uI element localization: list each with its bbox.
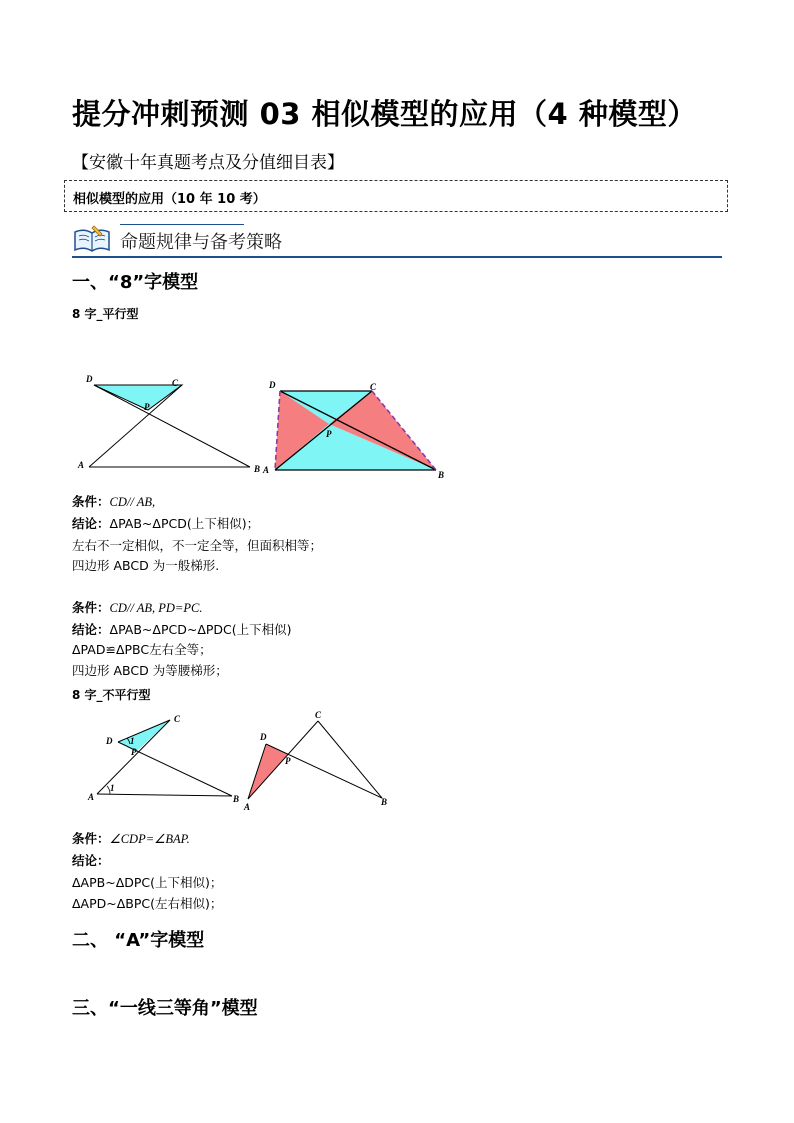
block1-condition: 条件：CD// AB, [72, 494, 156, 509]
score-table-row: 相似模型的应用（10 年 10 考） [73, 192, 266, 207]
fig2-label-p: P [326, 429, 332, 439]
block2-conclusion: 结论：ΔPAB~ΔPCD~ΔPDC(上下相似) [72, 622, 292, 637]
block1-line4: 四边形 ABCD 为一般梯形. [72, 558, 220, 573]
block3-line1: ΔAPB~ΔDPC(上下相似)； [72, 875, 223, 890]
fig3-label-a: A [88, 792, 95, 802]
section-1-heading: 一、“8”字模型 [72, 272, 199, 293]
strategy-section-label: 命题规律与备考策略 [120, 232, 282, 253]
open-book-icon [72, 224, 112, 254]
block1-line3: 左右不一定相似，不一定全等，但面积相等； [72, 538, 323, 553]
fig1-left-triangle-pcd [94, 385, 182, 410]
fig3-angle-1: 1 [130, 736, 135, 746]
header-underline [72, 256, 722, 258]
fig2-label-d: D [269, 380, 276, 390]
non-parallel-8-figure [72, 706, 402, 816]
fig1-label-p: P [144, 402, 150, 412]
section-2-heading: 二、 “A”字模型 [72, 930, 205, 951]
page-title: 提分冲刺预测 03 相似模型的应用（4 种模型） [72, 97, 697, 131]
fig3-label-d: D [106, 736, 113, 746]
score-table [64, 180, 728, 212]
fig3-label-p: P [131, 747, 137, 757]
non-parallel-type-heading: 8 字_不平行型 [72, 688, 151, 702]
fig4-label-p: P [285, 756, 291, 766]
fig1-label-b: B [254, 464, 261, 474]
fig1-label-a: A [78, 460, 85, 470]
table-subtitle: 【安徽十年真题考点及分值细目表】 [72, 153, 344, 173]
fig4-pink-triangle [248, 744, 288, 799]
fig3-label-b: B [233, 794, 240, 804]
parallel-8-figure [72, 330, 452, 485]
block3-line2: ΔAPD~ΔBPC(左右相似)； [72, 896, 223, 911]
fig4-label-b: B [381, 797, 388, 807]
fig1-label-c: C [172, 378, 179, 388]
fig2-label-a: A [263, 465, 270, 475]
fig3-angle-1-a: 1 [110, 783, 115, 793]
fig2-label-c: C [370, 382, 377, 392]
fig2-label-b: B [438, 470, 445, 480]
fig3-small-triangle [118, 720, 170, 752]
block3-conclusion-label: 结论： [72, 853, 110, 868]
block2-line4: 四边形 ABCD 为等腰梯形； [72, 663, 228, 678]
fig1-label-d: D [86, 374, 93, 384]
fig4-label-d: D [260, 732, 267, 742]
fig3-label-c: C [174, 714, 181, 724]
block2-line3: ΔPAD≌ΔPBC左右全等； [72, 642, 212, 657]
section-3-heading: 三、“一线三等角”模型 [72, 998, 258, 1019]
block2-condition: 条件：CD// AB, PD=PC. [72, 600, 203, 615]
header-top-line [120, 224, 244, 225]
fig4-label-a: A [244, 802, 251, 812]
block1-conclusion: 结论：ΔPAB~ΔPCD(上下相似)； [72, 516, 260, 531]
parallel-type-heading: 8 字_平行型 [72, 307, 139, 321]
block3-condition: 条件：∠CDP=∠BAP. [72, 831, 190, 846]
strategy-section-header [72, 220, 722, 258]
fig4-label-c: C [315, 710, 322, 720]
